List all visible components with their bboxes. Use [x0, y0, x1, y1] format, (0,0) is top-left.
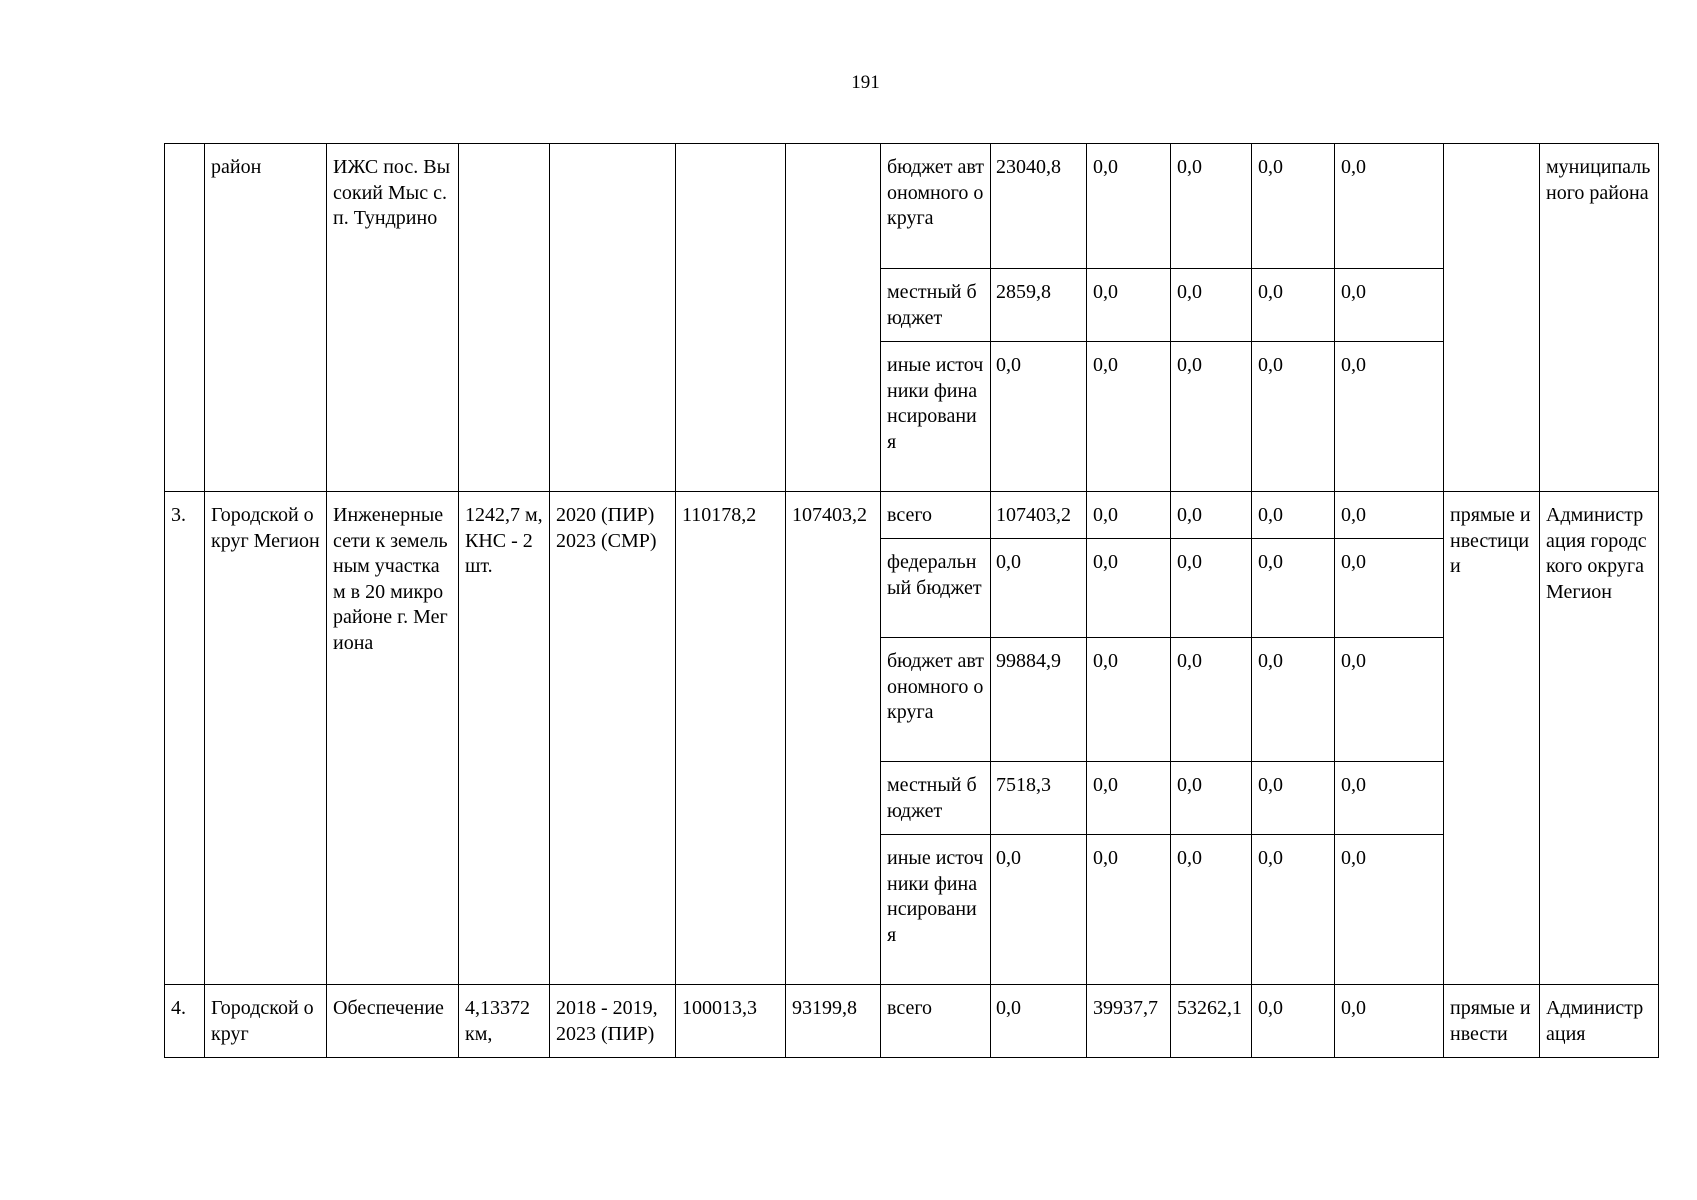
funding-source-cell: бюджет автономного округа: [881, 638, 991, 762]
funding-value-cell: 0,0: [1171, 638, 1252, 762]
object-cell: Обеспечение: [327, 985, 459, 1058]
funding-value-cell: 0,0: [991, 539, 1087, 638]
object-cell: Инженерные сети к земельным участкам в 20 микрорайоне г. Мегиона: [327, 492, 459, 985]
capacity-cell: 4,13372 км,: [459, 985, 550, 1058]
funding-value-cell: 0,0: [1335, 342, 1444, 492]
funding-value-cell: 0,0: [1335, 269, 1444, 342]
funding-value-cell: 0,0: [1252, 492, 1335, 539]
table-row: [165, 144, 1659, 269]
table-row: [165, 492, 1659, 539]
funding-value-cell: 0,0: [1171, 269, 1252, 342]
cost-total-cell: [676, 144, 786, 492]
capacity-cell: 1242,7 м, КНС - 2 шт.: [459, 492, 550, 985]
funding-value-cell: 0,0: [1171, 835, 1252, 985]
funding-source-cell: бюджет автономного округа: [881, 144, 991, 269]
funding-value-cell: 0,0: [1087, 342, 1171, 492]
funding-value-cell: 0,0: [1335, 492, 1444, 539]
funding-value-cell: 0,0: [1252, 835, 1335, 985]
funding-value-cell: 39937,7: [1087, 985, 1171, 1058]
funding-source-cell: всего: [881, 985, 991, 1058]
funding-value-cell: 0,0: [1087, 539, 1171, 638]
municipality-cell: район: [205, 144, 327, 492]
funding-value-cell: 0,0: [1252, 269, 1335, 342]
funding-source-cell: всего: [881, 492, 991, 539]
funding-value-cell: 0,0: [1087, 144, 1171, 269]
funding-source-cell: иные источники финансирования: [881, 342, 991, 492]
funding-value-cell: 23040,8: [991, 144, 1087, 269]
funding-source-cell: иные источники финансирования: [881, 835, 991, 985]
funding-source-cell: федеральный бюджет: [881, 539, 991, 638]
funding-value-cell: 0,0: [1252, 539, 1335, 638]
funding-value-cell: 0,0: [1252, 762, 1335, 835]
funding-value-cell: 0,0: [1087, 269, 1171, 342]
cost-remaining-cell: 107403,2: [786, 492, 881, 985]
funding-value-cell: 0,0: [1252, 342, 1335, 492]
funding-source-cell: местный бюджет: [881, 269, 991, 342]
funding-value-cell: 53262,1: [1171, 985, 1252, 1058]
funding-value-cell: 107403,2: [991, 492, 1087, 539]
object-cell: ИЖС пос. Высокий Мыс с.п. Тундрино: [327, 144, 459, 492]
cost-remaining-cell: [786, 144, 881, 492]
row-number: 3.: [165, 492, 205, 985]
funding-value-cell: 0,0: [1171, 342, 1252, 492]
mechanism-cell: [1444, 144, 1540, 492]
funding-value-cell: 0,0: [1335, 985, 1444, 1058]
funding-value-cell: 0,0: [1087, 638, 1171, 762]
responsible-cell: Администрация городского округа Мегион: [1540, 492, 1659, 985]
funding-value-cell: 0,0: [1087, 492, 1171, 539]
investment-table: [164, 143, 1659, 1058]
table-row: [165, 985, 1659, 1058]
funding-value-cell: 2859,8: [991, 269, 1087, 342]
period-cell: 2018 - 2019, 2023 (ПИР): [550, 985, 676, 1058]
funding-value-cell: 0,0: [1087, 762, 1171, 835]
mechanism-cell: прямые инвести: [1444, 985, 1540, 1058]
funding-value-cell: 0,0: [991, 342, 1087, 492]
mechanism-cell: прямые инвестиции: [1444, 492, 1540, 985]
funding-value-cell: 0,0: [1335, 539, 1444, 638]
period-cell: [550, 144, 676, 492]
funding-value-cell: 0,0: [1252, 638, 1335, 762]
cost-remaining-cell: 93199,8: [786, 985, 881, 1058]
funding-value-cell: 0,0: [1252, 144, 1335, 269]
funding-value-cell: 0,0: [991, 985, 1087, 1058]
funding-value-cell: 0,0: [1171, 762, 1252, 835]
responsible-cell: Администрация: [1540, 985, 1659, 1058]
funding-value-cell: 0,0: [1335, 835, 1444, 985]
row-number: 4.: [165, 985, 205, 1058]
capacity-cell: [459, 144, 550, 492]
cost-total-cell: 100013,3: [676, 985, 786, 1058]
funding-value-cell: 0,0: [1087, 835, 1171, 985]
funding-source-cell: местный бюджет: [881, 762, 991, 835]
funding-value-cell: 99884,9: [991, 638, 1087, 762]
page-number: 191: [851, 72, 880, 93]
funding-value-cell: 0,0: [1335, 144, 1444, 269]
responsible-cell: муниципального района: [1540, 144, 1659, 492]
row-number: [165, 144, 205, 492]
funding-value-cell: 0,0: [1335, 762, 1444, 835]
funding-value-cell: 0,0: [1335, 638, 1444, 762]
funding-value-cell: 0,0: [1171, 144, 1252, 269]
period-cell: 2020 (ПИР) 2023 (СМР): [550, 492, 676, 985]
municipality-cell: Городской округ Мегион: [205, 492, 327, 985]
funding-value-cell: 0,0: [1252, 985, 1335, 1058]
funding-value-cell: 0,0: [1171, 539, 1252, 638]
funding-value-cell: 0,0: [1171, 492, 1252, 539]
funding-value-cell: 7518,3: [991, 762, 1087, 835]
cost-total-cell: 110178,2: [676, 492, 786, 985]
funding-value-cell: 0,0: [991, 835, 1087, 985]
municipality-cell: Городской округ: [205, 985, 327, 1058]
